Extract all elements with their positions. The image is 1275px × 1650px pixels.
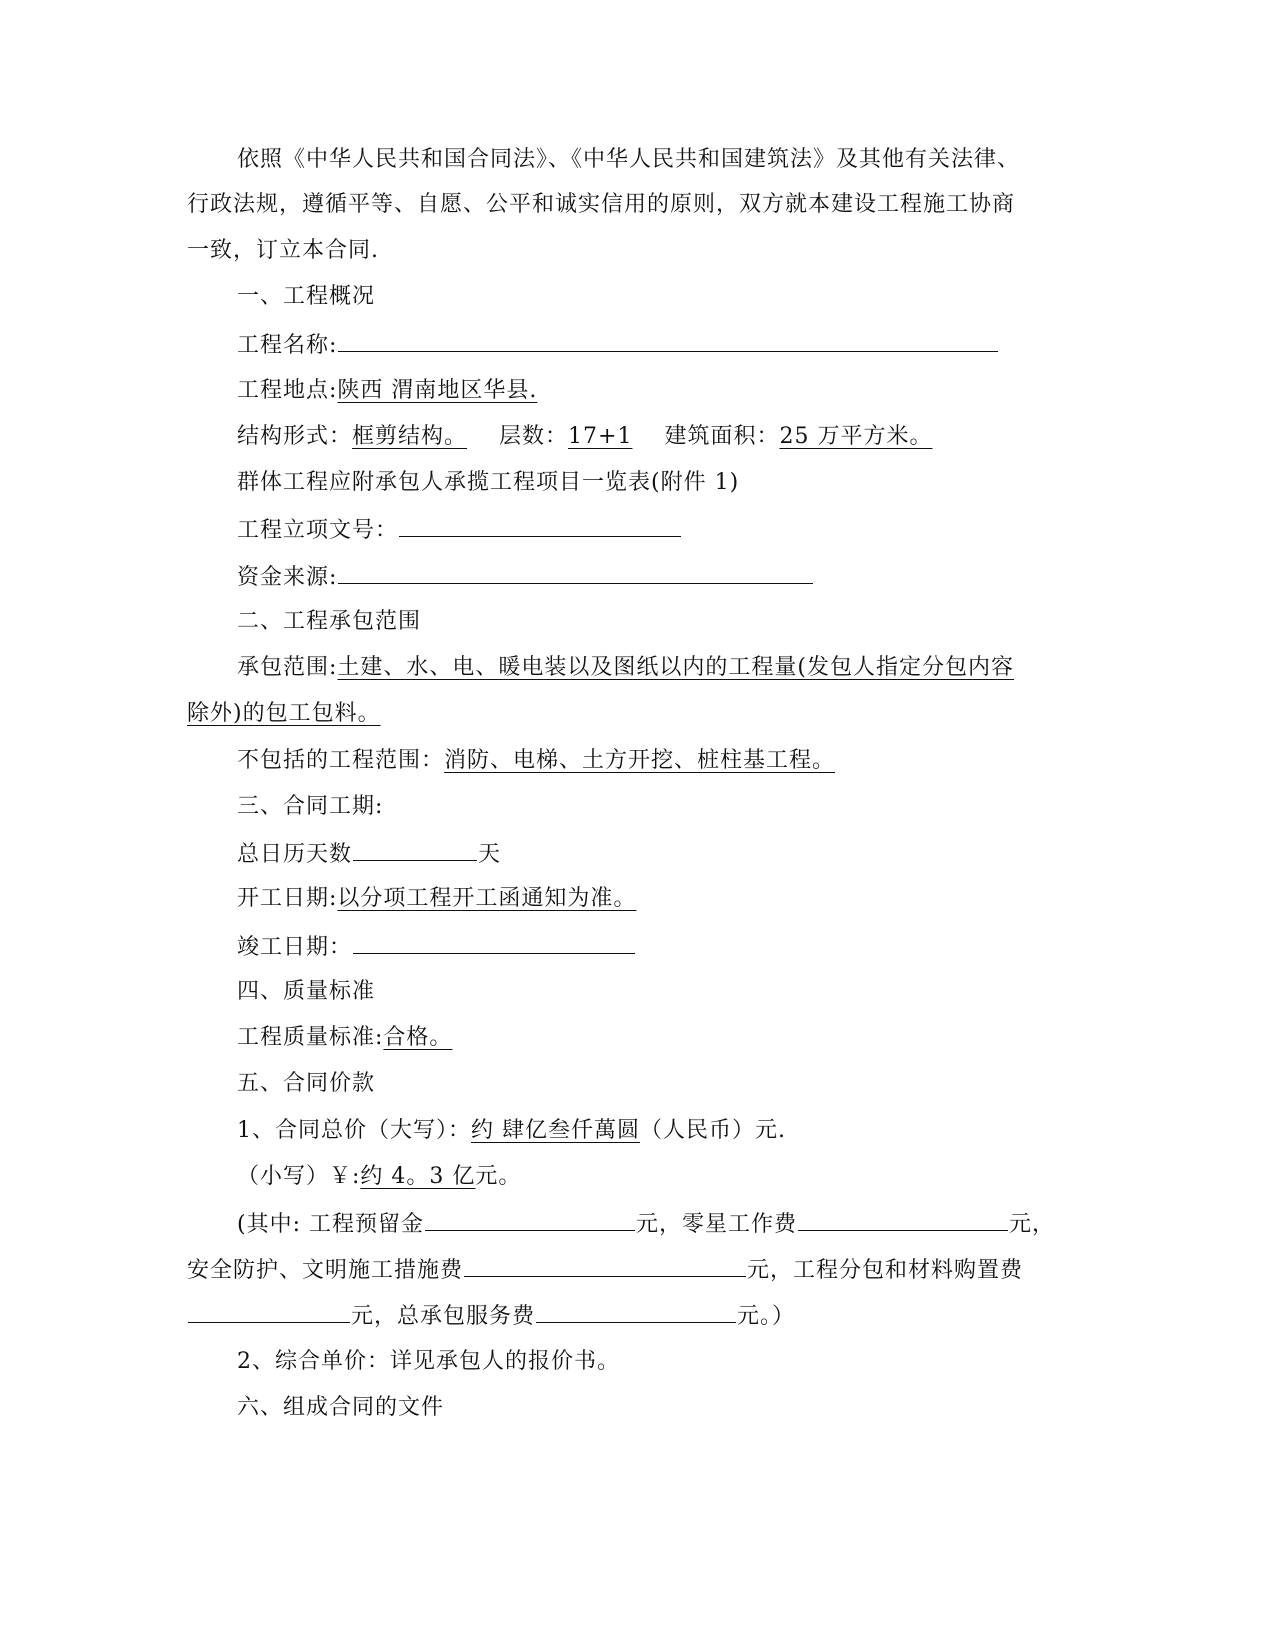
scope-value-line2: 除外)的包工包料。	[187, 701, 381, 726]
area-label: 建筑面积：	[664, 424, 780, 449]
excluded-label: 不包括的工程范围：	[237, 748, 445, 773]
funding-label: 资金来源:	[237, 565, 338, 590]
total-price-row	[237, 1116, 786, 1146]
safety-fee-unit: 元，	[747, 1258, 794, 1283]
subcontract-fee-label: 工程分包和材料购置费	[793, 1258, 1024, 1283]
scope-row-2	[187, 699, 381, 729]
unit-price-row: 2、综合单价：详见承包人的报价书。	[237, 1349, 620, 1374]
floors-label: 层数：	[499, 424, 569, 449]
days-blank	[353, 838, 477, 861]
start-label: 开工日期:	[237, 886, 338, 911]
section3-heading: 三、合同工期:	[237, 794, 384, 819]
total-price-value: 约 肆亿叁仟萬圆	[471, 1118, 640, 1143]
intro-line-3: 一致，订立本合同.	[187, 238, 379, 263]
general-fee-unit: 元。）	[737, 1304, 796, 1329]
start-row	[237, 884, 636, 914]
group-note: 群体工程应附承包人承揽工程项目一览表(附件 1)	[237, 470, 740, 495]
scope-row	[237, 653, 1014, 683]
breakdown-row-2	[187, 1254, 1023, 1286]
breakdown-row-3	[187, 1300, 795, 1332]
finish-blank	[353, 931, 635, 954]
project-name-row	[237, 329, 999, 361]
excluded-row	[237, 746, 835, 776]
safety-fee-label: 安全防护、文明施工措施费	[187, 1258, 464, 1283]
safety-fee-blank	[464, 1254, 746, 1277]
quality-row	[237, 1023, 452, 1053]
scope-label: 承包范围:	[237, 655, 338, 680]
small-price-value: 约 4。3 亿	[360, 1164, 476, 1189]
approval-blank	[399, 514, 681, 537]
project-location-row	[237, 376, 537, 406]
misc-fee-unit: 元，	[1009, 1212, 1056, 1237]
quality-label: 工程质量标准:	[237, 1025, 384, 1050]
small-price-label: （小写）￥:	[237, 1164, 361, 1189]
project-location-value: 陕西 渭南地区华县.	[337, 378, 538, 403]
days-label: 总日历天数	[237, 842, 353, 867]
misc-fee-label: 零星工作费	[682, 1212, 798, 1237]
small-price-row	[237, 1162, 521, 1192]
funding-row	[237, 561, 814, 593]
finish-row	[237, 931, 636, 963]
days-unit: 天	[478, 842, 502, 867]
project-name-label: 工程名称:	[237, 333, 338, 358]
breakdown-row-1	[237, 1208, 1055, 1240]
project-location-label: 工程地点:	[237, 378, 338, 403]
reserve-fund-label: (其中: 工程预留金	[237, 1212, 424, 1237]
misc-fee-blank	[798, 1208, 1008, 1231]
project-name-blank	[338, 329, 998, 352]
general-fee-blank	[536, 1300, 736, 1323]
intro-line-2: 行政法规，遵循平等、自愿、公平和诚实信用的原则，双方就本建设工程施工协商	[187, 192, 1016, 217]
section6-heading: 六、组成合同的文件	[237, 1395, 445, 1420]
total-price-label: 1、合同总价（大写）：	[237, 1118, 471, 1143]
structure-value: 框剪结构。	[352, 424, 468, 449]
structure-row	[237, 422, 932, 452]
intro-line-1: 依照《中华人民共和国合同法》、《中华人民共和国建筑法》及其他有关法律、	[237, 147, 1021, 172]
approval-label: 工程立项文号：	[237, 518, 399, 543]
section1-heading: 一、工程概况	[237, 284, 376, 309]
excluded-value: 消防、电梯、土方开挖、桩柱基工程。	[444, 748, 836, 773]
total-price-suffix: （人民币）元.	[640, 1118, 786, 1143]
section2-heading: 二、工程承包范围	[237, 609, 422, 634]
scope-value-line1: 土建、水、电、暖电装以及图纸以内的工程量(发包人指定分包内容	[337, 655, 1015, 680]
reserve-fund-unit: 元，	[636, 1212, 683, 1237]
funding-blank	[338, 561, 813, 584]
reserve-fund-blank	[425, 1208, 635, 1231]
section5-heading: 五、合同价款	[237, 1071, 376, 1096]
start-value: 以分项工程开工函通知为准。	[337, 886, 637, 911]
days-row	[237, 838, 501, 870]
area-value: 25 万平方米。	[779, 424, 933, 449]
general-fee-label: 总承包服务费	[397, 1304, 536, 1329]
floors-value: 17+1	[568, 424, 633, 449]
small-price-suffix: 元。	[475, 1164, 522, 1189]
quality-value: 合格。	[383, 1025, 453, 1050]
subcontract-fee-blank	[188, 1300, 350, 1323]
subcontract-fee-unit: 元，	[351, 1304, 398, 1329]
finish-label: 竣工日期：	[237, 935, 353, 960]
structure-label: 结构形式：	[237, 424, 353, 449]
section4-heading: 四、质量标准	[237, 979, 376, 1004]
approval-row	[237, 514, 682, 546]
